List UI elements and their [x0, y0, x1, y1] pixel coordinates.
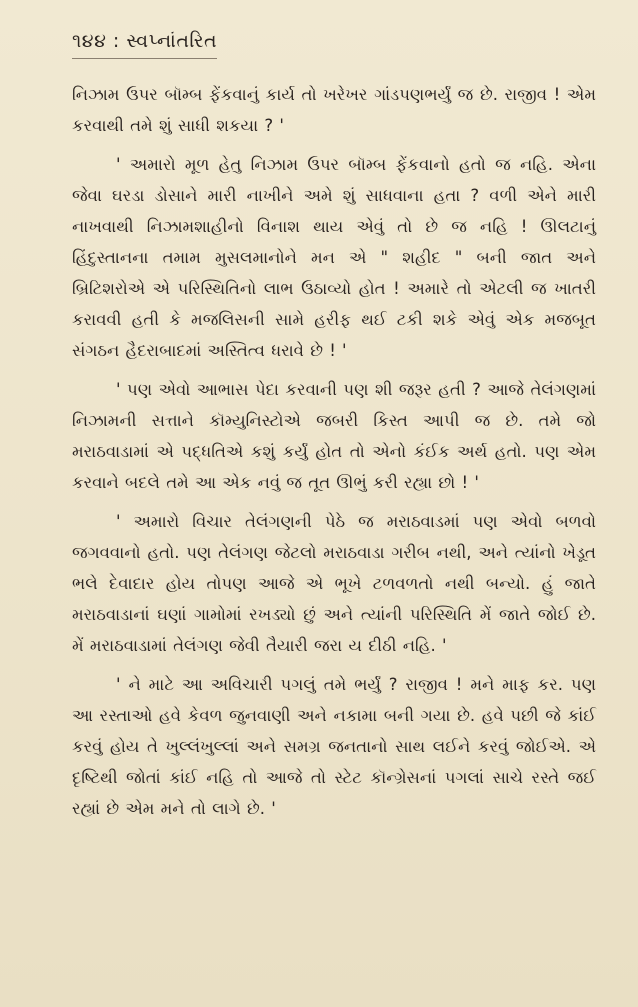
paragraph-1: નિઝામ ઉપર બૉમ્બ ફેંકવાનું કાર્ય તો ખરેખર ગાંડપણભર્યું જ છે. રાજીવ ! એમ કરવાથી તમે શું સાધી શકયા ? '	[72, 85, 596, 135]
running-head: ૧૪૪ : સ્વપ્નાંતરિત	[72, 30, 217, 59]
paragraph-3: ' પણ એવો આભાસ પેદા કરવાની પણ શી જરૂર હતી ? આજે તેલંગણમાં નિઝામની સત્તાને કૉમ્યુનિસ્ટોએ જબરી કિસ્ત આપી જ છે. તમે જો મરાઠવાડામાં એ પદ્ધતિએ કશું કર્યું હોત તો એનો કંઈક અર્થ હતો. પણ એમ કરવાને બદલે તમે આ એક નવું જ તૂત ઊભું કરી રહ્યા છો ! '	[72, 380, 596, 492]
paragraph-4: ' અમારો વિચાર તેલંગણની પેઠે જ મરાઠવાડમાં પણ એવો બળવો જગવવાનો હતો. પણ તેલંગણ જેટલો મરાઠવાડા ગરીબ નથી, અને ત્યાંનો ખેડૂત ભલે દેવાદાર હોય તોપણ આજે એ ભૂખે ટળવળતો નથી બન્યો. હું જાતે મરાઠવાડાનાં ઘણાં ગામોમાં રખડ્યો છું અને ત્યાંની પરિસ્થિતિ મેં જાતે જોઈ છે. મેં મરાઠવાડામાં તેલંગણ જેવી તૈયારી જરા ય દીઠી નહિ. '	[72, 512, 596, 655]
paragraph-2: ' અમારો મૂળ હેતુ નિઝામ ઉપર બૉમ્બ ફેંકવાનો હતો જ નહિ. એના જેવા ઘરડા ડોસાને મારી નાખીને અમે શું સાધવાના હતા ? વળી એને મારી નાખવાથી નિઝામશાહીનો વિનાશ થાય એવું તો છે જ નહિ ! ઊલટાનું હિંદુસ્તાનના તમામ મુસલમાનોને મન એ " શહીદ " બની જાત અને બ્રિટિશરોએ એ પરિસ્થિતિનો લાભ ઉઠાવ્યો હોત ! અમારે તો એટલી જ ખાતરી કરાવવી હતી કે મજલિસની સામે હરીફ થઈ ટકી શકે એવું એક મજબૂત સંગઠન હૈદરાબાદમાં અસ્તિત્વ ધરાવે છે ! '	[72, 155, 596, 360]
paragraph-5: ' ને માટે આ અવિચારી પગલું તમે ભર્યું ? રાજીવ ! મને માફ કર. પણ આ રસ્તાઓ હવે કેવળ જુનવાણી અને નકામા બની ગયા છે. હવે પછી જે કાંઈ કરવું હોય તે ખુલ્લંખુલ્લાં અને સમગ્ર જનતાનો સાથ લઈને કરવું જોઈએ. એ દૃષ્ટિથી જોતાં કાંઈ નહિ તો આજે તો સ્ટેટ કૉન્ગ્રેસનાં પગલાં સાચે રસ્તે જઈ રહ્યાં છે એમ મને તો લાગે છે. '	[72, 675, 596, 818]
